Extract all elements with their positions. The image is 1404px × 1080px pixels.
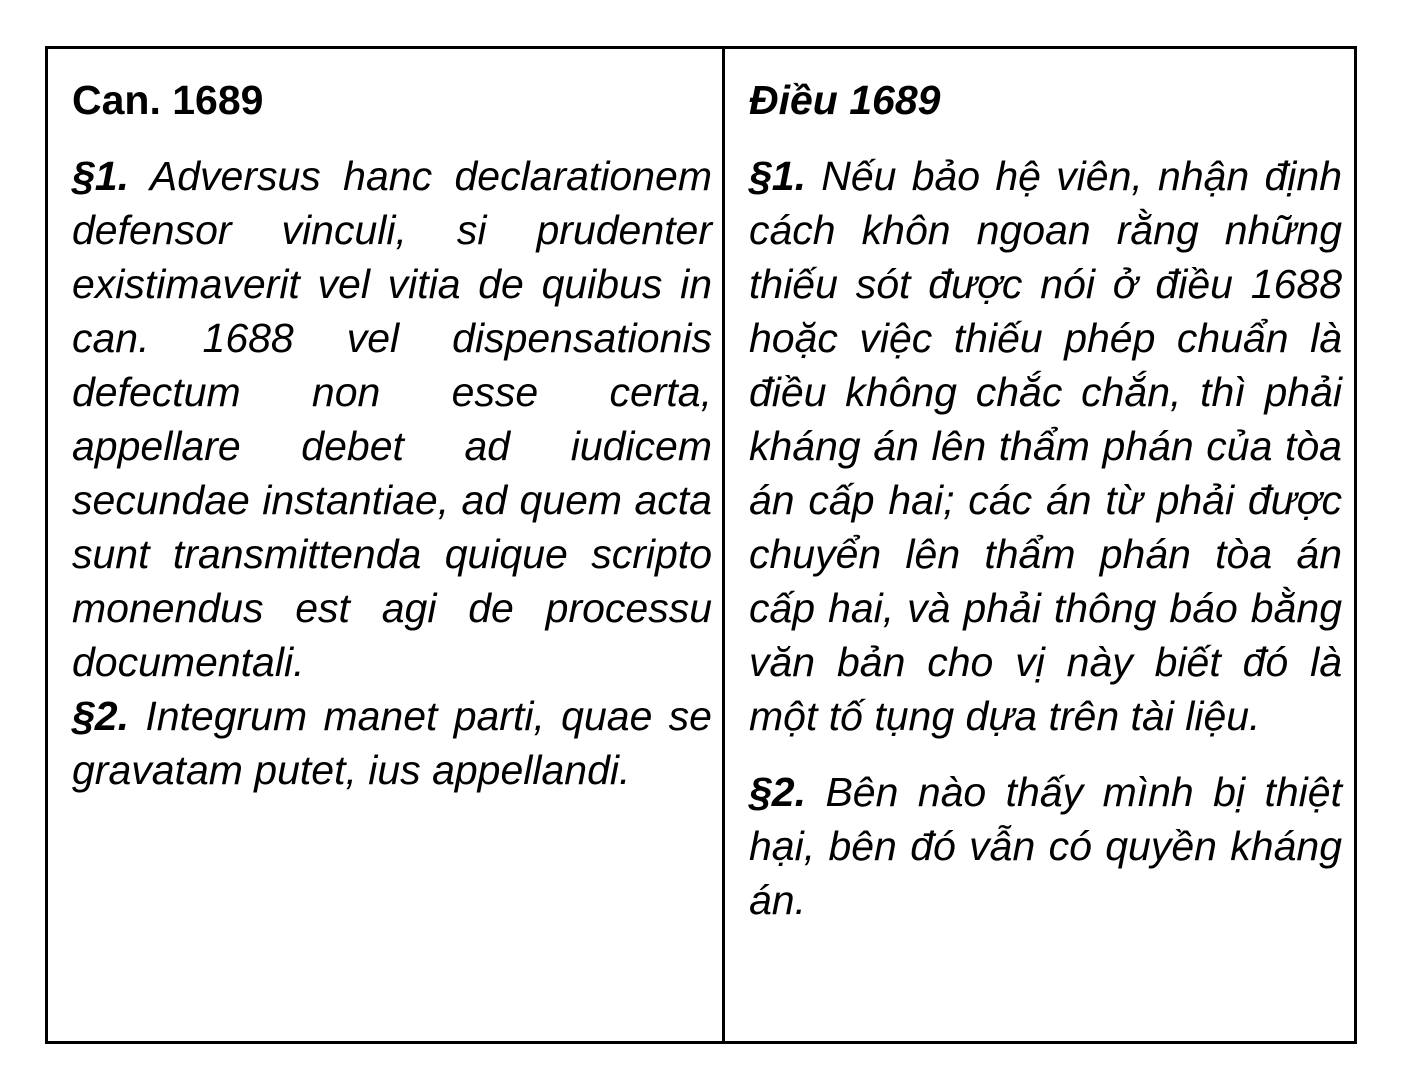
vietnamese-heading: Điều 1689 bbox=[749, 77, 941, 123]
latin-section-1-marker: §1. bbox=[72, 153, 129, 199]
latin-section-2-text: Integrum manet parti, quae se gravatam putet, ius appellandi. bbox=[72, 693, 712, 793]
latin-section-1 bbox=[72, 149, 712, 689]
vietnamese-column bbox=[725, 49, 1354, 1041]
vietnamese-section-1-marker: §1. bbox=[749, 153, 806, 199]
latin-column bbox=[48, 49, 725, 1041]
bilingual-canon-table bbox=[45, 46, 1357, 1044]
vietnamese-section-2 bbox=[749, 765, 1342, 927]
latin-section-2 bbox=[72, 689, 712, 797]
vietnamese-section-1-text: Nếu bảo hệ viên, nhận định cách khôn ngoan rằng những thiếu sót được nói ở điều 1688 hoặc việc thiếu phép chuẩn là điều không chắc chắn, thì phải kháng án lên thẩm phán của tòa án cấp hai; các án từ phải được chuyển lên thẩm phán tòa án cấp hai, và phải thông báo bằng văn bản cho vị này biết đó là một tố tụng dựa trên tài liệu. bbox=[749, 153, 1342, 739]
latin-section-2-marker: §2. bbox=[72, 693, 129, 739]
vietnamese-section-2-marker: §2. bbox=[749, 769, 806, 815]
latin-section-1-text: Adversus hanc declarationem defensor vinculi, si prudenter existimaverit vel vitia de quibus in can. 1688 vel dispensationis defectum non esse certa, appellare debet ad iudicem secundae instantiae, ad quem acta sunt transmittenda quique scripto monendus est agi de processu documentali. bbox=[72, 153, 712, 685]
latin-heading: Can. 1689 bbox=[72, 77, 264, 123]
vietnamese-section-1 bbox=[749, 149, 1342, 743]
vietnamese-section-2-text: Bên nào thấy mình bị thiệt hại, bên đó vẫn có quyền kháng án. bbox=[749, 769, 1342, 923]
